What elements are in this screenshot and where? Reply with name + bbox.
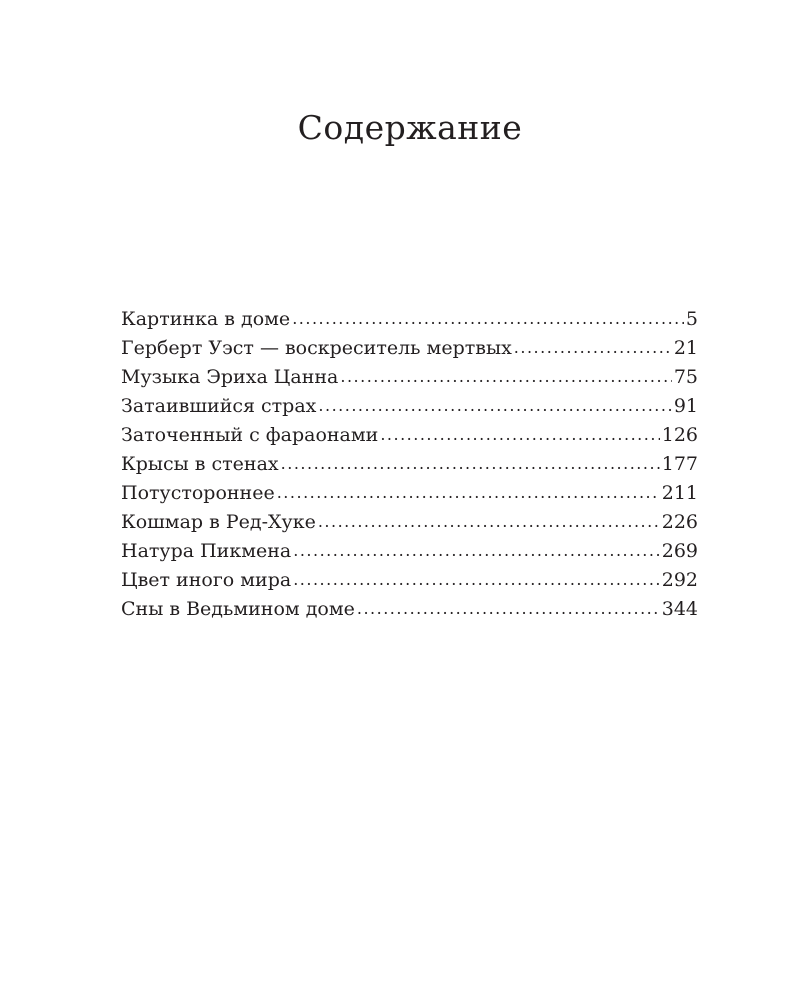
toc-entry-title: Кошмар в Ред-Хуке xyxy=(121,511,316,533)
dot-leader xyxy=(340,362,671,391)
toc-entry[interactable] xyxy=(121,334,698,363)
toc-entry[interactable] xyxy=(121,421,698,450)
toc-entry-page: 269 xyxy=(661,540,698,562)
toc-entry-title: Сны в Ведьмином доме xyxy=(121,598,355,620)
dot-leader xyxy=(318,391,671,420)
dot-leader xyxy=(292,304,684,333)
dot-leader xyxy=(293,536,659,565)
toc-entry-title: Крысы в стенах xyxy=(121,453,279,475)
dot-leader xyxy=(380,420,659,449)
toc-entry[interactable] xyxy=(121,537,698,566)
toc-entry-page: 344 xyxy=(661,598,698,620)
toc-entry-title: Потустороннее xyxy=(121,482,275,504)
toc-entry[interactable] xyxy=(121,305,698,334)
toc-entry-title: Натура Пикмена xyxy=(121,540,292,562)
toc-entry-page: 75 xyxy=(673,366,698,388)
toc-entry[interactable] xyxy=(121,363,698,392)
table-of-contents xyxy=(121,305,698,624)
dot-leader xyxy=(293,565,660,594)
toc-entry-page: 211 xyxy=(661,482,698,504)
dot-leader xyxy=(281,449,660,478)
toc-entry-page: 226 xyxy=(661,511,698,533)
toc-entry-page: 126 xyxy=(661,424,698,446)
dot-leader xyxy=(277,478,660,507)
toc-entry-title: Цвет иного мира xyxy=(121,569,292,591)
toc-entry[interactable] xyxy=(121,566,698,595)
toc-entry-title: Герберт Уэст — воскреситель мертвых xyxy=(121,337,512,359)
toc-entry[interactable] xyxy=(121,595,698,624)
toc-entry-page: 91 xyxy=(673,395,698,417)
toc-entry[interactable] xyxy=(121,392,698,421)
toc-entry[interactable] xyxy=(121,479,698,508)
toc-entry-page: 5 xyxy=(685,308,698,330)
toc-entry-page: 292 xyxy=(661,569,698,591)
toc-entry-title: Затаившийся страх xyxy=(121,395,317,417)
toc-entry-page: 177 xyxy=(661,453,698,475)
toc-entry-title: Заточенный с фараонами xyxy=(121,424,379,446)
page-title: Содержание xyxy=(297,108,523,147)
dot-leader xyxy=(318,507,660,536)
toc-entry-title: Музыка Эриха Цанна xyxy=(121,366,339,388)
dot-leader xyxy=(514,333,672,362)
toc-entry[interactable] xyxy=(121,450,698,479)
toc-entry-title: Картинка в доме xyxy=(121,308,291,330)
dot-leader xyxy=(357,594,660,623)
toc-entry-page: 21 xyxy=(673,337,698,359)
toc-entry[interactable] xyxy=(121,508,698,537)
